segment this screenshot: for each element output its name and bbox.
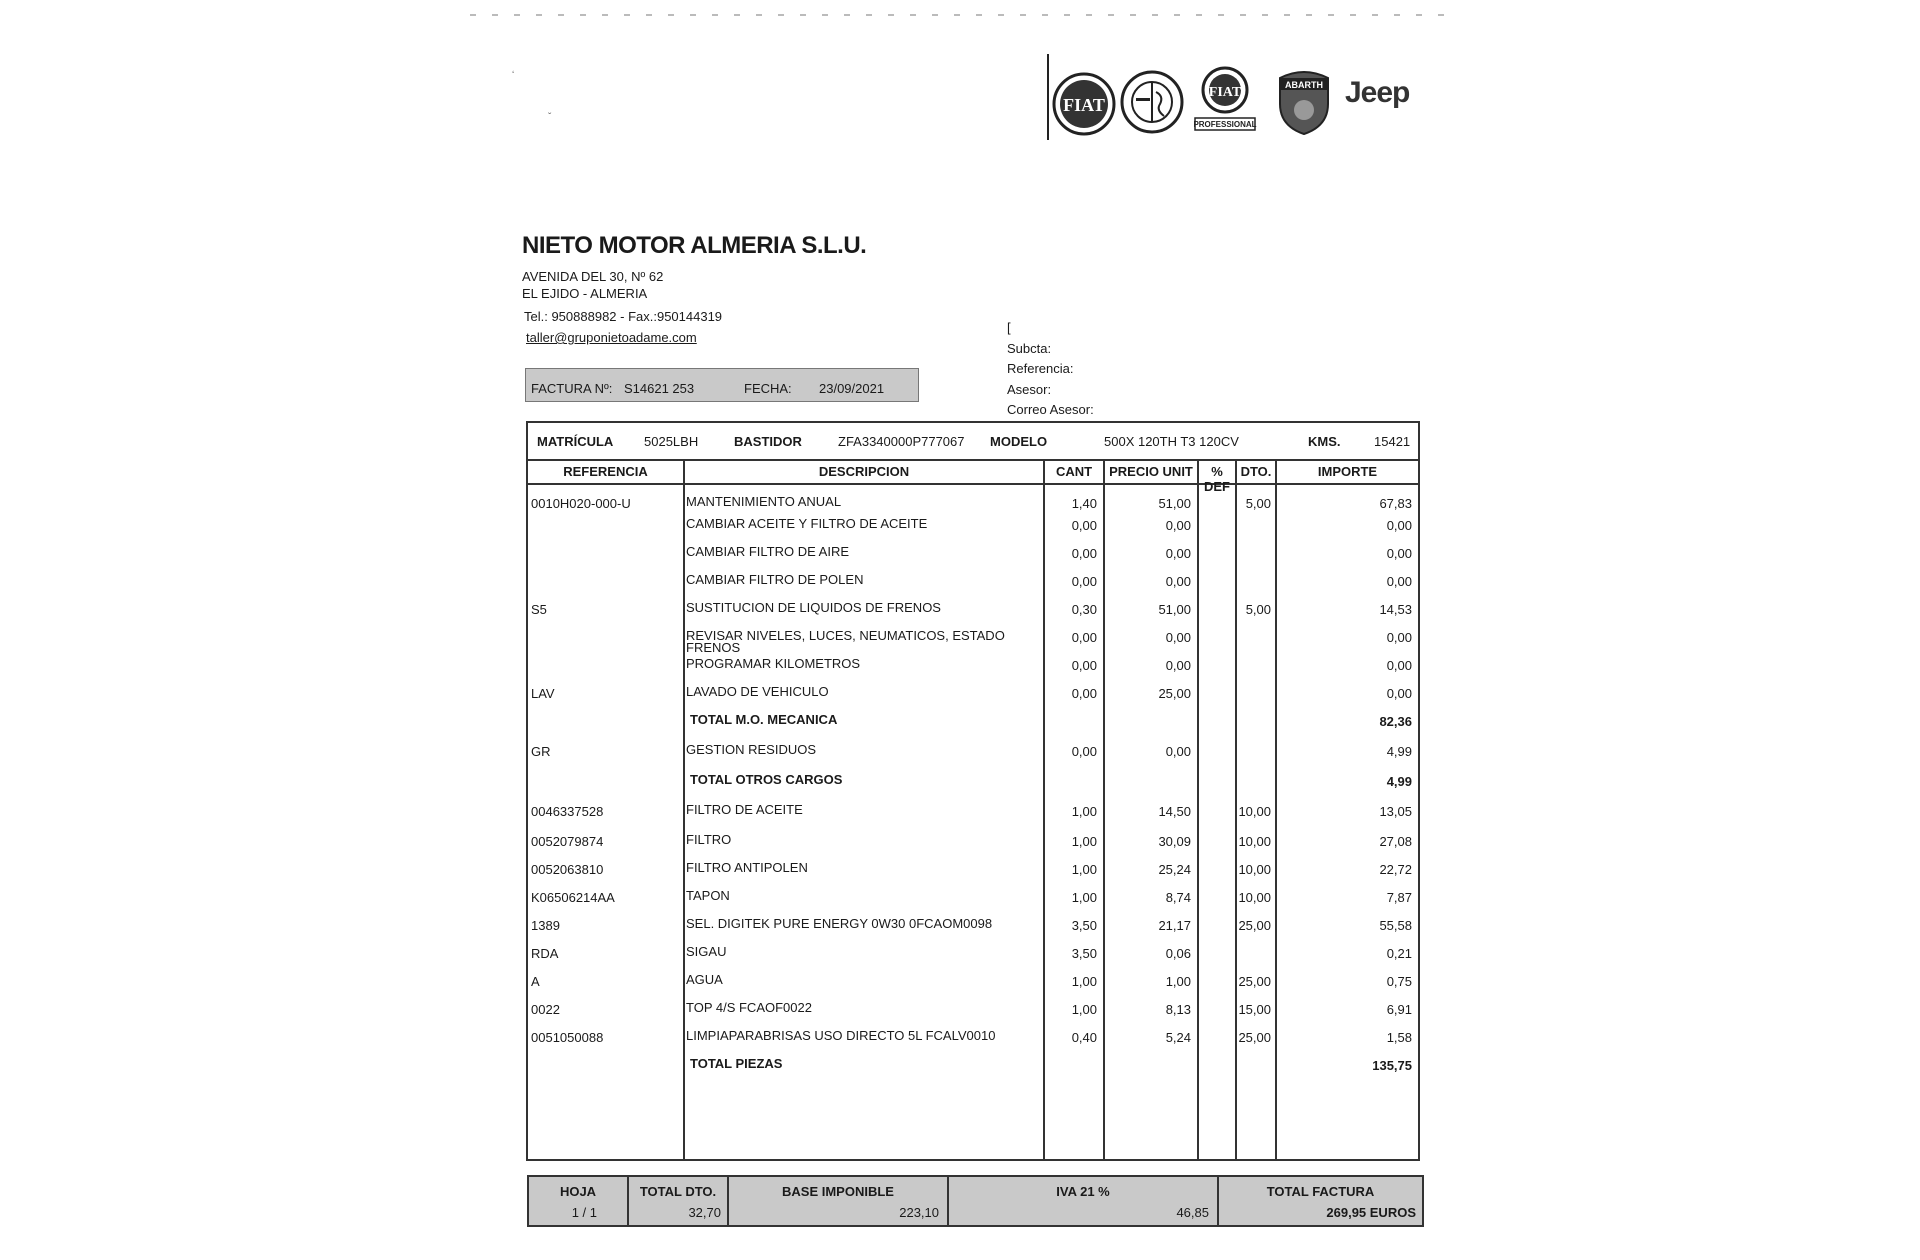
cell-desc: TAPON: [686, 888, 730, 903]
cell-desc: CAMBIAR FILTRO DE POLEN: [686, 572, 864, 587]
svg-text:ABARTH: ABARTH: [1285, 80, 1323, 90]
cell-cant: 1,00: [1071, 862, 1097, 877]
cell-dto: 10,00: [1238, 804, 1271, 819]
modelo-label: MODELO: [990, 434, 1048, 449]
cell-cant: 1,00: [1071, 974, 1097, 989]
bastidor-label: BASTIDOR: [734, 434, 802, 449]
table-row: [528, 971, 1418, 993]
cell-importe: 55,58: [1379, 918, 1412, 933]
meta-correo-asesor: Correo Asesor:: [1007, 402, 1094, 417]
matricula-value: 5025LBH: [644, 434, 699, 449]
cell-precio: 0,00: [1165, 546, 1191, 561]
table-row: [528, 831, 1418, 853]
cell-desc: TOTAL M.O. MECANICA: [690, 712, 838, 727]
cell-desc: SIGAU: [686, 944, 727, 959]
cell-ref: A: [531, 974, 540, 989]
cell-precio: 0,06: [1165, 946, 1191, 961]
cell-ref: LAV: [531, 686, 555, 701]
cell-importe: 82,36: [1379, 714, 1412, 729]
cell-desc: MANTENIMIENTO ANUAL: [686, 494, 842, 509]
cell-desc: TOP 4/S FCAOF0022: [686, 1000, 812, 1015]
cell-cant: 0,00: [1071, 686, 1097, 701]
scan-speck: ˇ: [548, 112, 552, 123]
scan-artifact: [470, 14, 1450, 16]
subtotal-row: [528, 711, 1418, 733]
vehicle-header: [528, 423, 1418, 461]
cell-ref: 0010H020-000-U: [531, 496, 631, 511]
cell-precio: 8,13: [1165, 1002, 1191, 1017]
fiat-logo: [1052, 72, 1116, 136]
cell-precio: 21,17: [1158, 918, 1191, 933]
cell-cant: 3,50: [1071, 918, 1097, 933]
table-row: [528, 493, 1418, 515]
cell-precio: 8,74: [1165, 890, 1191, 905]
cell-importe: 0,00: [1386, 518, 1412, 533]
abarth-logo: [1274, 68, 1334, 136]
table-row: [528, 887, 1418, 909]
cell-cant: 0,00: [1071, 574, 1097, 589]
cell-cant: 1,00: [1071, 890, 1097, 905]
cell-desc: SEL. DIGITEK PURE ENERGY 0W30 0FCAOM0098: [686, 916, 993, 931]
meta-block: [1007, 318, 1094, 421]
cell-desc: GESTION RESIDUOS: [686, 742, 817, 757]
cell-importe: 0,00: [1386, 630, 1412, 645]
cell-cant: 0,00: [1071, 744, 1097, 759]
cell-precio: 0,00: [1165, 630, 1191, 645]
cell-ref: 0051050088: [531, 1030, 604, 1045]
column-headers: [528, 459, 1418, 494]
cell-ref: K06506214AA: [531, 890, 615, 905]
cell-precio: 0,00: [1165, 574, 1191, 589]
modelo-value: 500X 120TH T3 120CV: [1104, 434, 1239, 449]
company-email[interactable]: taller@gruponietoadame.com: [526, 330, 697, 345]
cell-cant: 3,50: [1071, 946, 1097, 961]
cell-precio: 30,09: [1158, 834, 1191, 849]
invoice-number-bar: [525, 368, 919, 402]
table-row: [528, 655, 1418, 677]
table-row: [528, 599, 1418, 621]
cell-cant: 0,30: [1071, 602, 1097, 617]
total-factura-value: 269,95 EUROS: [1326, 1205, 1416, 1220]
cell-importe: 135,75: [1372, 1058, 1412, 1073]
matricula-label: MATRÍCULA: [537, 434, 614, 449]
hoja-label: HOJA: [559, 1184, 597, 1199]
cell-precio: 0,00: [1165, 518, 1191, 533]
hoja-value: 1 / 1: [571, 1205, 597, 1220]
cell-ref: 0052063810: [531, 862, 604, 877]
col-precio-unit: PRECIO UNIT: [1109, 464, 1193, 479]
alfa-romeo-logo: [1120, 70, 1184, 134]
col-importe: IMPORTE: [1317, 464, 1378, 479]
table-row: [528, 741, 1418, 763]
cell-dto: 10,00: [1238, 834, 1271, 849]
fecha-value: 23/09/2021: [819, 381, 885, 396]
table-row: [528, 859, 1418, 881]
cell-dto: 25,00: [1238, 918, 1271, 933]
cell-desc: PROGRAMAR KILOMETROS: [686, 656, 861, 671]
factura-label: FACTURA Nº:: [531, 381, 613, 396]
cell-importe: 13,05: [1379, 804, 1412, 819]
cell-desc: LIMPIAPARABRISAS USO DIRECTO 5L FCALV0010: [686, 1028, 996, 1043]
cell-importe: 0,00: [1386, 574, 1412, 589]
col-cant: CANT: [1055, 464, 1093, 479]
cell-desc: LAVADO DE VEHICULO: [686, 684, 829, 699]
kms-label: KMS.: [1308, 434, 1341, 449]
cell-precio: 25,00: [1158, 686, 1191, 701]
cell-importe: 67,83: [1379, 496, 1412, 511]
cell-desc: FILTRO ANTIPOLEN: [686, 860, 808, 875]
company-address-1: AVENIDA DEL 30, Nº 62: [522, 269, 664, 284]
meta-bracket: [: [1007, 320, 1011, 335]
cell-desc: TOTAL PIEZAS: [690, 1056, 783, 1071]
factura-number: S14621 253: [624, 381, 695, 396]
table-row: [528, 627, 1418, 655]
total-factura-label: TOTAL FACTURA: [1266, 1184, 1375, 1199]
table-row: [528, 543, 1418, 565]
iva-label: IVA 21 %: [1056, 1184, 1110, 1199]
cell-importe: 14,53: [1379, 602, 1412, 617]
base-imponible-label: BASE IMPONIBLE: [782, 1184, 894, 1199]
company-address-2: EL EJIDO - ALMERIA: [522, 286, 648, 301]
cell-cant: 0,00: [1071, 630, 1097, 645]
subtotal-row: [528, 771, 1418, 793]
cell-dto: 5,00: [1245, 602, 1271, 617]
cell-cant: 1,00: [1071, 1002, 1097, 1017]
cell-importe: 22,72: [1379, 862, 1412, 877]
col-descripcion: DESCRIPCION: [818, 464, 910, 479]
invoice-table: [526, 421, 1420, 1161]
cell-ref: RDA: [531, 946, 559, 961]
cell-desc: FILTRO: [686, 832, 732, 847]
cell-precio: 0,00: [1165, 744, 1191, 759]
meta-referencia: Referencia:: [1007, 361, 1074, 376]
cell-cant: 1,00: [1071, 834, 1097, 849]
cell-importe: 4,99: [1386, 744, 1412, 759]
table-row: [528, 915, 1418, 937]
cell-importe: 0,21: [1386, 946, 1412, 961]
fecha-label: FECHA:: [744, 381, 792, 396]
cell-ref: GR: [531, 744, 551, 759]
cell-dto: 15,00: [1238, 1002, 1271, 1017]
cell-cant: 0,40: [1071, 1030, 1097, 1045]
cell-importe: 6,91: [1386, 1002, 1412, 1017]
cell-importe: 4,99: [1386, 774, 1412, 789]
table-row: [528, 683, 1418, 705]
cell-importe: 1,58: [1386, 1030, 1412, 1045]
cell-desc: FILTRO DE ACEITE: [686, 802, 803, 817]
svg-text:PROFESSIONAL: PROFESSIONAL: [1193, 120, 1257, 129]
cell-desc: CAMBIAR ACEITE Y FILTRO DE ACEITE: [686, 516, 928, 531]
cell-desc: REVISAR NIVELES, LUCES, NEUMATICOS, ESTADO FRENOS: [686, 628, 1005, 655]
cell-ref: 0046337528: [531, 804, 604, 819]
cell-ref: S5: [531, 602, 547, 617]
cell-importe: 0,00: [1386, 658, 1412, 673]
cell-cant: 0,00: [1071, 518, 1097, 533]
col-referencia: REFERENCIA: [563, 464, 648, 479]
table-row: [528, 571, 1418, 593]
cell-importe: 0,75: [1386, 974, 1412, 989]
cell-desc: CAMBIAR FILTRO DE AIRE: [686, 544, 850, 559]
cell-importe: 27,08: [1379, 834, 1412, 849]
meta-asesor: Asesor:: [1007, 381, 1052, 397]
cell-precio: 51,00: [1158, 602, 1191, 617]
cell-dto: 25,00: [1238, 974, 1271, 989]
cell-cant: 1,00: [1071, 804, 1097, 819]
cell-dto: 10,00: [1238, 890, 1271, 905]
subtotal-row: [528, 1055, 1418, 1077]
logo-divider: [1047, 54, 1049, 140]
cell-ref: 1389: [531, 918, 560, 933]
total-dto-value: 32,70: [688, 1205, 721, 1220]
cell-desc: SUSTITUCION DE LIQUIDOS DE FRENOS: [686, 600, 941, 615]
cell-precio: 25,24: [1158, 862, 1191, 877]
iva-value: 46,85: [1176, 1205, 1209, 1220]
cell-cant: 0,00: [1071, 658, 1097, 673]
jeep-logo: Jeep: [1345, 76, 1410, 109]
table-row: [528, 801, 1418, 823]
cell-cant: 1,40: [1071, 496, 1097, 511]
table-row: [528, 943, 1418, 965]
cell-dto: 25,00: [1238, 1030, 1271, 1045]
totals-footer: [527, 1175, 1424, 1227]
cell-desc: TOTAL OTROS CARGOS: [690, 772, 843, 787]
svg-text:FIAT: FIAT: [1063, 95, 1105, 115]
cell-cant: 0,00: [1071, 546, 1097, 561]
cell-ref: 0052079874: [531, 834, 604, 849]
cell-dto: 10,00: [1238, 862, 1271, 877]
fiat-professional-logo: [1192, 66, 1258, 134]
cell-ref: 0022: [531, 1002, 560, 1017]
meta-subcta: Subcta:: [1007, 340, 1052, 356]
col-dto: DTO.: [1240, 464, 1272, 479]
table-row: [528, 1027, 1418, 1049]
col-pct-def: % DEF: [1204, 464, 1230, 494]
cell-importe: 0,00: [1386, 546, 1412, 561]
cell-importe: 7,87: [1386, 890, 1412, 905]
svg-text:FIAT: FIAT: [1208, 85, 1242, 100]
company-block: [522, 232, 866, 346]
base-imponible-value: 223,10: [899, 1205, 939, 1220]
total-dto-label: TOTAL DTO.: [639, 1184, 717, 1199]
cell-desc: AGUA: [686, 972, 723, 987]
cell-precio: 5,24: [1165, 1030, 1191, 1045]
company-name: NIETO MOTOR ALMERIA S.L.U.: [522, 232, 867, 259]
table-row: [528, 999, 1418, 1021]
bastidor-value: ZFA3340000P777067: [838, 434, 965, 449]
kms-value: 15421: [1374, 434, 1411, 449]
cell-precio: 0,00: [1165, 658, 1191, 673]
table-row: [528, 515, 1418, 537]
cell-precio: 51,00: [1158, 496, 1191, 511]
cell-dto: 5,00: [1245, 496, 1271, 511]
cell-importe: 0,00: [1386, 686, 1412, 701]
scan-speck: ʻ: [512, 70, 515, 81]
company-phone: Tel.: 950888982 - Fax.:950144319: [524, 309, 723, 324]
cell-precio: 14,50: [1158, 804, 1191, 819]
cell-precio: 1,00: [1165, 974, 1191, 989]
